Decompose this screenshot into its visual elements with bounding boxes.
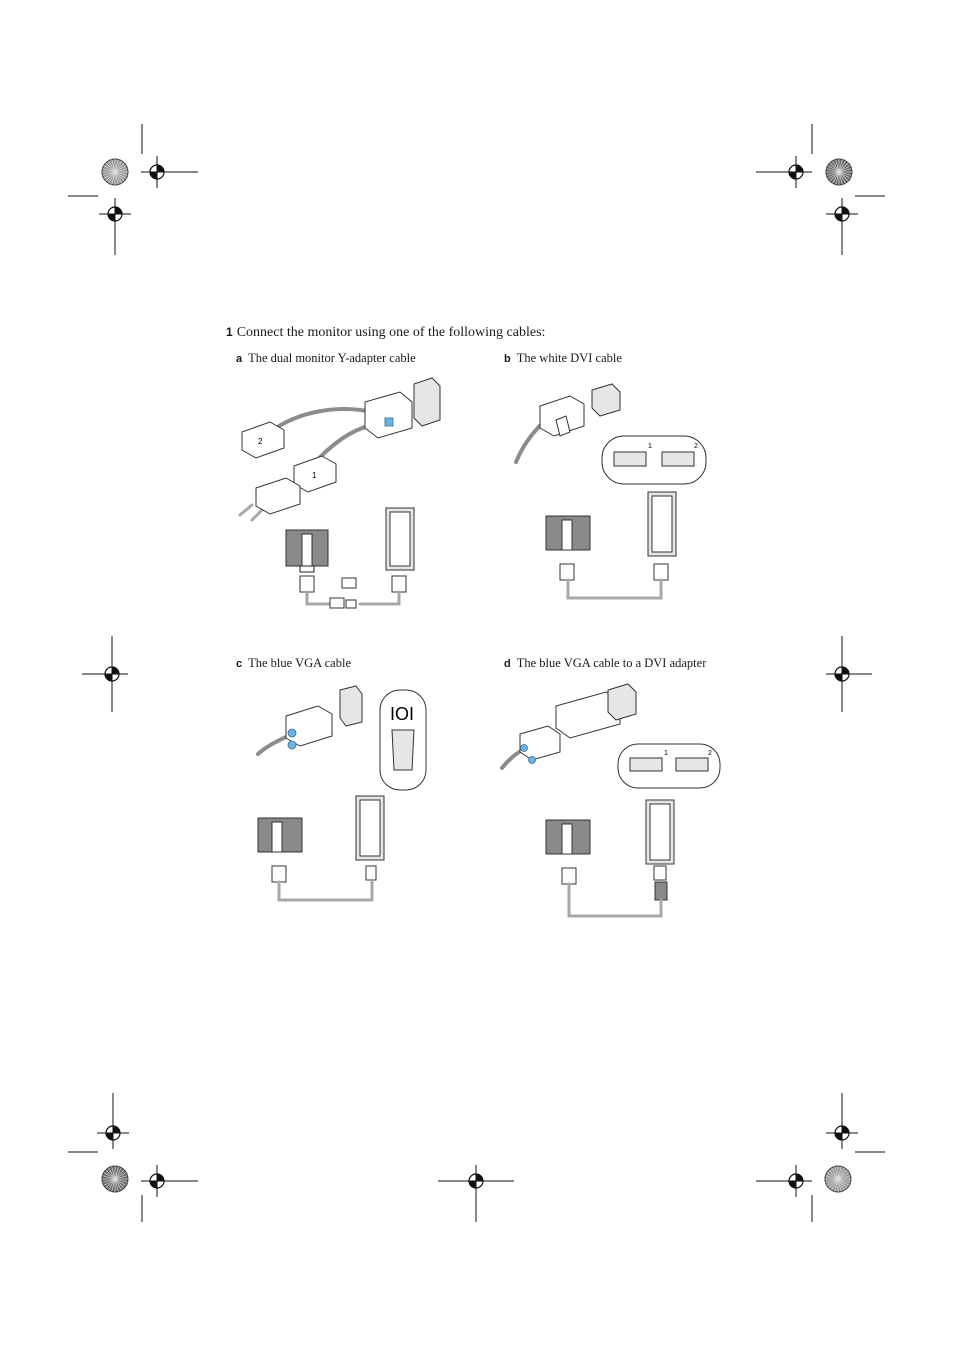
monitor-icon [546, 820, 590, 884]
option-a-caption: a The dual monitor Y-adapter cable [236, 351, 416, 365]
svg-text:1: 1 [664, 750, 668, 757]
port-2-label: 2 [258, 437, 263, 446]
svg-text:2: 2 [708, 750, 712, 757]
computer-tower-icon [646, 800, 674, 900]
svg-text:1: 1 [648, 443, 652, 450]
graphics-card-ports [618, 744, 720, 788]
option-b-caption: b The white DVI cable [504, 351, 622, 365]
svg-text:2: 2 [694, 443, 698, 450]
dvi-vga-adapter-icon [502, 684, 636, 768]
vga-symbol: IOI [390, 704, 415, 724]
option-c-caption: c The blue VGA cable [236, 656, 351, 670]
step-number: 1 [226, 325, 233, 339]
port-1-label: 1 [312, 471, 317, 480]
option-d-caption: d The blue VGA cable to a DVI adapter [504, 656, 707, 670]
step-text: Connect the monitor using one of the following cables: [236, 325, 546, 340]
